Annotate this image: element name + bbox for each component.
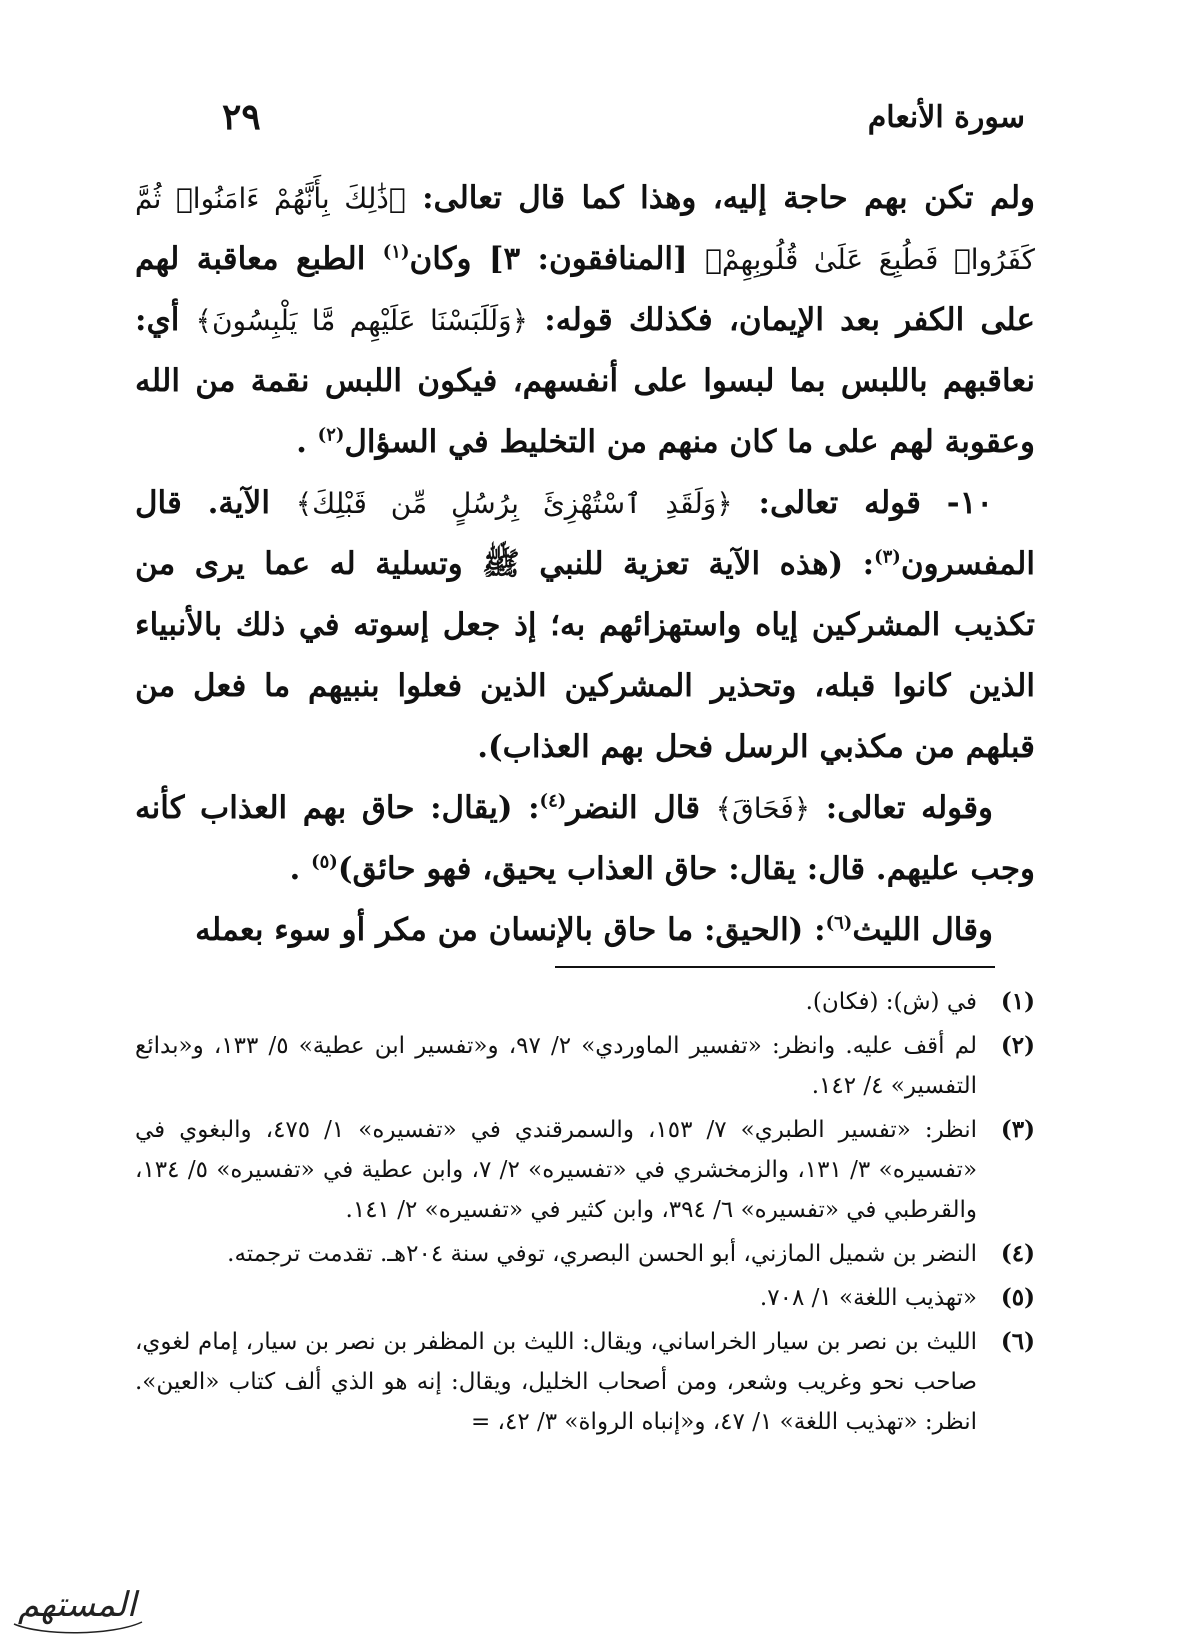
paragraph-4 <box>135 900 1035 961</box>
text-run: : (الحيق: ما حاق بالإنسان من مكر أو سوء بعمله <box>195 912 826 948</box>
text-run: [المنافقون: ٣] وكان <box>409 241 706 277</box>
footnote-item <box>135 1026 1035 1106</box>
quran-verse: ﴿وَلَقَدِ ٱسْتُهْزِئَ بِرُسُلٍ مِّن قَبْلِكَ﴾ <box>295 487 733 520</box>
text-run: : (يقال: حاق بهم العذاب كأنه وجب عليهم. قال: يقال: حاق العذاب يحيق، فهو حائق) <box>135 790 1035 887</box>
footnote-item <box>135 1322 1035 1442</box>
text-run: وقال الليث <box>852 912 993 948</box>
footnote-ref: (٢) <box>317 424 345 446</box>
footnote-text: لم أقف عليه. وانظر: «تفسير الماوردي» ٢/ ٩٧، و«تفسير ابن عطية» ٥/ ١٣٣، و«بدائع التفسير» ٤/ ١٤٢. <box>135 1033 978 1099</box>
text-run: : (هذه الآية تعزية للنبي ﷺ وتسلية له عما يرى من تكذيب المشركين إياه واستهزائهم به؛ إذ جعل إسوته في ذلك بالأنبياء الذين كانوا قبله، وتحذير المشركين الذين فعلوا بنبيهم ما فعل من قبلهم من مكذبي الرسل فحل بهم العذاب). <box>135 546 1035 765</box>
text-run: . <box>289 851 312 887</box>
footnote-text: انظر: «تفسير الطبري» ٧/ ١٥٣، والسمرقندي في «تفسيره» ١/ ٤٧٥، والبغوي في «تفسيره» ٣/ ١٣١، والزمخشري في «تفسيره» ٢/ ٧، وابن عطية في «تفسيره» ٥/ ١٣٤، والقرطبي في «تفسيره» ٦/ ٣٩٤، وابن كثير في «تفسيره» ٢/ ١٤١. <box>135 1117 978 1223</box>
footnote-ref: (١) <box>382 241 410 263</box>
footnote-item <box>135 1234 1035 1274</box>
footnote-item <box>135 1110 1035 1230</box>
quran-verse: ﴿وَلَلَبَسْنَا عَلَيْهِم مَّا يَلْبِسُونَ﴾ <box>195 304 529 337</box>
footnote-item <box>135 982 1035 1022</box>
main-text <box>135 168 1035 961</box>
footnote-text: الليث بن نصر بن سيار الخراساني، ويقال: الليث بن المظفر بن نصر بن سيار، إمام لغوي، صاحب نحو وغريب وشعر، ومن أصحاب الخليل، ويقال: إنه هو الذي ألف كتاب «العين». انظر: «تهذيب اللغة» ١/ ٤٧، و«إنباه الرواة» ٣/ ٤٢، = <box>135 1329 977 1435</box>
footnote-number: (٢) <box>1000 1032 1035 1059</box>
watermark-text: المستهم <box>17 1585 137 1625</box>
paragraph-1 <box>135 168 1035 473</box>
text-run: ١٠- قوله تعالى: <box>732 485 993 521</box>
text-run: . <box>296 424 318 460</box>
text-run: قال النضر <box>566 790 716 826</box>
footnote-text: «تهذيب اللغة» ١/ ٧٠٨. <box>759 1285 977 1311</box>
surah-title: سورة الأنعام <box>867 100 1025 135</box>
footnote-number: (٥) <box>1000 1284 1035 1311</box>
footnote-ref: (٥) <box>311 851 338 873</box>
footnote-ref: (٣) <box>874 546 901 568</box>
footnote-number: (٦) <box>1000 1328 1035 1355</box>
text-run: الآية. قال المفسرون <box>135 485 1035 582</box>
paragraph-3 <box>135 778 1035 900</box>
quran-verse: ﴿ذَٰلِكَ بِأَنَّهُمْ ءَامَنُوا۟ ثُمَّ كَفَرُوا۟ فَطُبِعَ عَلَىٰ قُلُوبِهِمْ﴾ <box>135 182 1035 276</box>
text-run: الطبع معاقبة لهم على الكفر بعد الإيمان، فكذلك قوله: <box>135 241 1035 338</box>
quran-verse: ﴿فَحَاقَ﴾ <box>715 792 811 825</box>
footnote-item <box>135 1278 1035 1318</box>
footnote-separator <box>555 966 995 968</box>
text-run: أي: نعاقبهم باللبس بما لبسوا على أنفسهم، فيكون اللبس نقمة من الله وعقوبة لهم على ما كان منهم من التخليط في السؤال <box>135 302 1035 460</box>
running-header <box>210 96 1025 148</box>
text-run: ولم تكن بهم حاجة إليه، وهذا كما قال تعالى: <box>405 180 1035 216</box>
footnote-text: في (ش): (فكان). <box>805 989 977 1015</box>
footnotes <box>135 982 1035 1446</box>
footnote-number: (١) <box>1000 988 1035 1015</box>
watermark-logo <box>2 1564 152 1644</box>
footnote-number: (٤) <box>1000 1240 1035 1267</box>
paragraph-2 <box>135 473 1035 778</box>
text-run: وقوله تعالى: <box>810 790 993 826</box>
footnote-ref: (٤) <box>539 790 567 812</box>
footnote-text: النضر بن شميل المازني، أبو الحسن البصري، توفي سنة ٢٠٤هـ. تقدمت ترجمته. <box>227 1241 977 1267</box>
page-number: ٢٩ <box>222 96 261 138</box>
footnote-ref: (٦) <box>825 912 853 934</box>
footnote-number: (٣) <box>1000 1116 1035 1143</box>
